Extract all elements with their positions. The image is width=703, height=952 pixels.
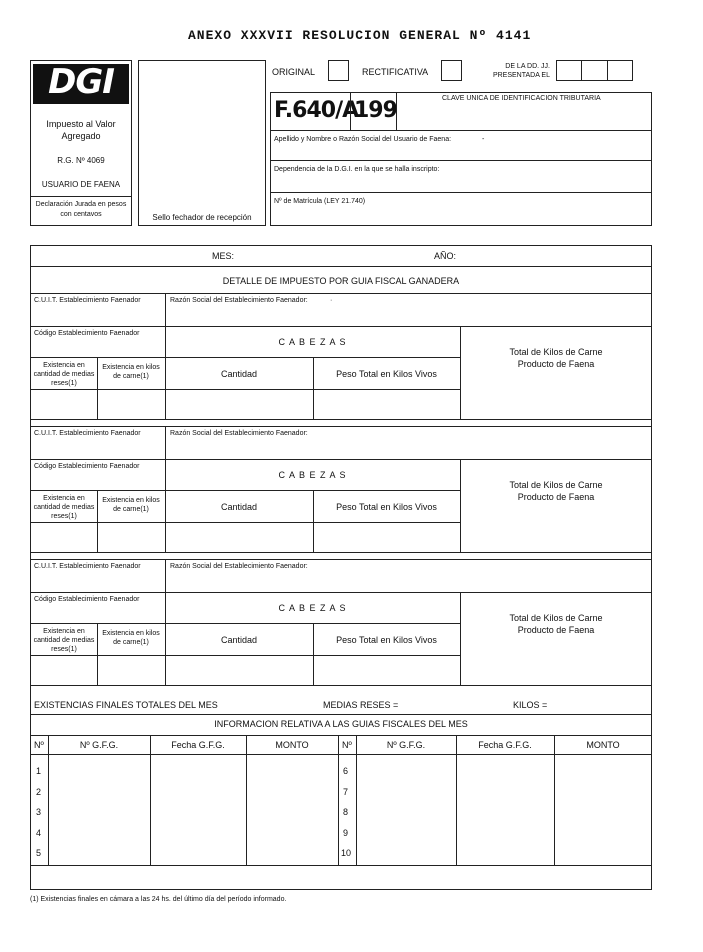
presentada-label: DE LA DD. JJ. PRESENTADA EL: [492, 63, 550, 79]
codigo-label: Código Establecimiento Faenador: [34, 596, 140, 603]
existencia-kilos-label: Existencia en kilos de carne(1): [102, 630, 160, 646]
row-num-4: 4: [36, 828, 42, 838]
col-header-gfg: Nº G.F.G.: [79, 740, 119, 750]
cantidad-label: Cantidad: [220, 635, 258, 645]
row-num-7: 7: [343, 787, 349, 797]
cantidad-label: Cantidad: [220, 369, 258, 379]
peso-total-label: Peso Total en Kilos Vivos: [336, 635, 437, 645]
existencia-medias-label: Existencia en cantidad de medias reses(1): [33, 495, 95, 520]
razon-social-label: Razón Social del Establecimiento Faenador:: [170, 563, 308, 570]
row-num-3: 3: [36, 807, 42, 817]
tax-name: Impuesto al Valor Agregado: [46, 119, 116, 141]
cuit-label: C.U.I.T. Establecimiento Faenador: [34, 430, 141, 437]
row-num-10: 10: [341, 848, 352, 858]
row-num-9: 9: [343, 828, 349, 838]
cabezas-label: C A B E Z A S: [278, 470, 347, 480]
cantidad-label: Cantidad: [220, 502, 258, 512]
fecha-presentacion-field[interactable]: [556, 60, 633, 81]
col-header-fecha: Fecha G.F.G.: [478, 740, 532, 750]
total-kilos-label: Total de Kilos de Carne Producto de Faena: [509, 480, 603, 502]
mes-label: MES:: [212, 251, 235, 261]
peso-total-label: Peso Total en Kilos Vivos: [336, 502, 437, 512]
sello-label: Sello fechador de recepción: [152, 213, 252, 222]
medias-reses-label: MEDIAS RESES =: [323, 700, 399, 710]
apellido-label: Apellido y Nombre o Razón Social del Usuario de Faena:: [274, 136, 452, 143]
col-header-gfg: Nº G.F.G.: [386, 740, 426, 750]
existencia-kilos-label: Existencia en kilos de carne(1): [102, 364, 160, 380]
anio-label: AÑO:: [434, 251, 457, 261]
detalle-title: DETALLE DE IMPUESTO POR GUIA FISCAL GANADERA: [222, 276, 460, 286]
original-label: ORIGINAL: [272, 67, 316, 77]
col-header-num: Nº: [34, 740, 44, 750]
form-code: F.640/A: [274, 98, 359, 123]
existencias-finales-label: EXISTENCIAS FINALES TOTALES DEL MES: [34, 700, 218, 710]
col-header-monto: MONTO: [275, 740, 309, 750]
cabezas-label: C A B E Z A S: [278, 337, 347, 347]
row-num-6: 6: [343, 766, 349, 776]
razon-social-label: Razón Social del Establecimiento Faenador:: [170, 430, 308, 437]
declaracion-label: Declaración Jurada en pesos con centavos: [35, 201, 127, 218]
row-num-5: 5: [36, 848, 42, 858]
sello-box: [138, 60, 266, 226]
clave-label: CLAVE UNICA DE IDENTIFICACION TRIBUTARIA: [442, 95, 601, 102]
matricula-label: Nº de Matrícula (LEY 21.740): [274, 198, 366, 205]
existencia-medias-label: Existencia en cantidad de medias reses(1): [33, 628, 95, 653]
row-num-8: 8: [343, 807, 349, 817]
col-header-monto: MONTO: [586, 740, 620, 750]
codigo-label: Código Establecimiento Faenador: [34, 463, 140, 470]
form-number: 199: [354, 98, 397, 123]
row-num-1: 1: [36, 766, 42, 776]
dgi-logo: DGI: [33, 64, 129, 104]
guias-title: INFORMACION RELATIVA A LAS GUIAS FISCALES DEL MES: [214, 719, 468, 729]
peso-total-label: Peso Total en Kilos Vivos: [336, 369, 437, 379]
col-header-fecha: Fecha G.F.G.: [171, 740, 225, 750]
existencia-kilos-label: Existencia en kilos de carne(1): [102, 497, 160, 513]
total-kilos-label: Total de Kilos de Carne Producto de Faena: [509, 613, 603, 635]
total-kilos-label: Total de Kilos de Carne Producto de Faena: [509, 347, 603, 369]
page-title: ANEXO XXXVII RESOLUCION GENERAL Nº 4141: [188, 28, 532, 43]
razon-social-label: Razón Social del Establecimiento Faenador:: [170, 297, 308, 304]
rg-number: R.G. Nº 4069: [57, 156, 105, 165]
kilos-label: KILOS =: [513, 700, 548, 710]
apellido-dash: -: [482, 136, 485, 143]
existencia-medias-label: Existencia en cantidad de medias reses(1): [33, 362, 95, 387]
codigo-label: Código Establecimiento Faenador: [34, 330, 140, 337]
cuit-label: C.U.I.T. Establecimiento Faenador: [34, 297, 141, 304]
cabezas-label: C A B E Z A S: [278, 603, 347, 613]
rectificativa-label: RECTIFICATIVA: [362, 67, 429, 77]
usuario-label: USUARIO DE FAENA: [41, 180, 121, 189]
rectificativa-checkbox[interactable]: [441, 60, 462, 81]
row-num-2: 2: [36, 787, 42, 797]
cuit-label: C.U.I.T. Establecimiento Faenador: [34, 563, 141, 570]
dependencia-label: Dependencia de la D.G.I. en la que se halla inscripto:: [274, 166, 440, 173]
col-header-num: Nº: [342, 740, 352, 750]
footnote: (1) Existencias finales en cámara a las 24 hs. del último día del período informado.: [30, 896, 287, 903]
original-checkbox[interactable]: [328, 60, 349, 81]
